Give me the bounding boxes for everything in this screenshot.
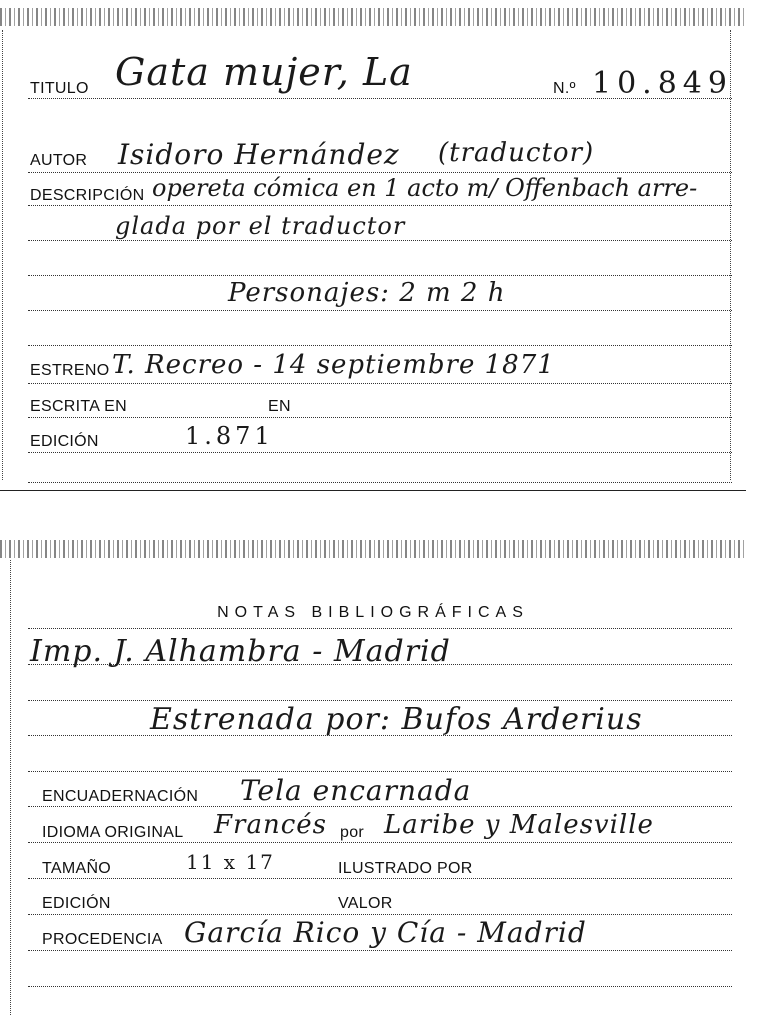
rule-line (28, 205, 732, 206)
catalog-card-front (0, 0, 746, 491)
autor-value: Isidoro Hernández (118, 138, 400, 171)
descripcion-value-1: opereta cómica en 1 acto m/ Offenbach arre- (152, 174, 698, 202)
titulo-value: Gata mujer, La (115, 50, 413, 94)
estreno-value: T. Recreo - 14 septiembre 1871 (112, 350, 555, 380)
titulo-label: TITULO (30, 80, 89, 97)
procedencia-value: García Rico y Cía - Madrid (184, 916, 587, 949)
notes-line-1: Imp. J. Alhambra - Madrid (30, 634, 451, 669)
catalog-card-back (0, 538, 746, 1016)
rule-line (28, 172, 732, 173)
autor-note: (traductor) (438, 138, 595, 168)
descripcion-value-2: glada por el traductor (115, 212, 406, 240)
rule-line (28, 482, 732, 483)
rule-line (28, 383, 732, 384)
rule-line (28, 628, 732, 629)
encuadernacion-value: Tela encarnada (240, 774, 472, 807)
rule-line (28, 771, 732, 772)
valor-label: VALOR (338, 895, 393, 912)
edicion-label: EDICIÓN (30, 433, 99, 450)
rule-line (28, 986, 732, 987)
tamano-label: TAMAÑO (42, 860, 112, 877)
rule-line (28, 417, 732, 418)
rule-line (28, 452, 732, 453)
rule-line (28, 878, 732, 879)
encuadernacion-label: ENCUADERNACIÓN (42, 788, 199, 805)
torn-top-edge (0, 8, 746, 26)
rule-line (28, 345, 732, 346)
torn-top-edge (0, 540, 746, 558)
rule-line (28, 240, 732, 241)
numero-label: N.º (553, 80, 576, 97)
personajes-value: Personajes: 2 m 2 h (228, 278, 506, 308)
idioma-label: IDIOMA ORIGINAL (42, 824, 184, 841)
en-label: EN (268, 398, 291, 415)
left-border (10, 560, 11, 1015)
rule-line (28, 842, 732, 843)
estreno-label: ESTRENO (30, 362, 110, 379)
notes-line-2: Estrenada por: Bufos Arderius (150, 702, 643, 737)
idioma-value: Francés (214, 810, 328, 840)
tamano-value: 11 x 17 (186, 850, 275, 874)
autor-label: AUTOR (30, 152, 88, 169)
rule-line (28, 275, 732, 276)
numero-value: 10.849 (592, 66, 733, 101)
descripcion-label: DESCRIPCIÓN (30, 187, 145, 204)
por-label: por (340, 824, 365, 841)
edicion-value: 1.871 (185, 422, 274, 450)
rule-line (28, 310, 732, 311)
left-border (2, 30, 3, 480)
rule-line (28, 950, 732, 951)
edicion-label: EDICIÓN (42, 895, 111, 912)
rule-line (28, 914, 732, 915)
por-value: Laribe y Malesville (384, 810, 654, 840)
rule-line (28, 700, 732, 701)
escrita-en-label: ESCRITA EN (30, 398, 127, 415)
ilustrado-label: ILUSTRADO POR (338, 860, 473, 877)
procedencia-label: PROCEDENCIA (42, 931, 163, 948)
notas-heading: NOTAS BIBLIOGRÁFICAS (217, 604, 529, 621)
